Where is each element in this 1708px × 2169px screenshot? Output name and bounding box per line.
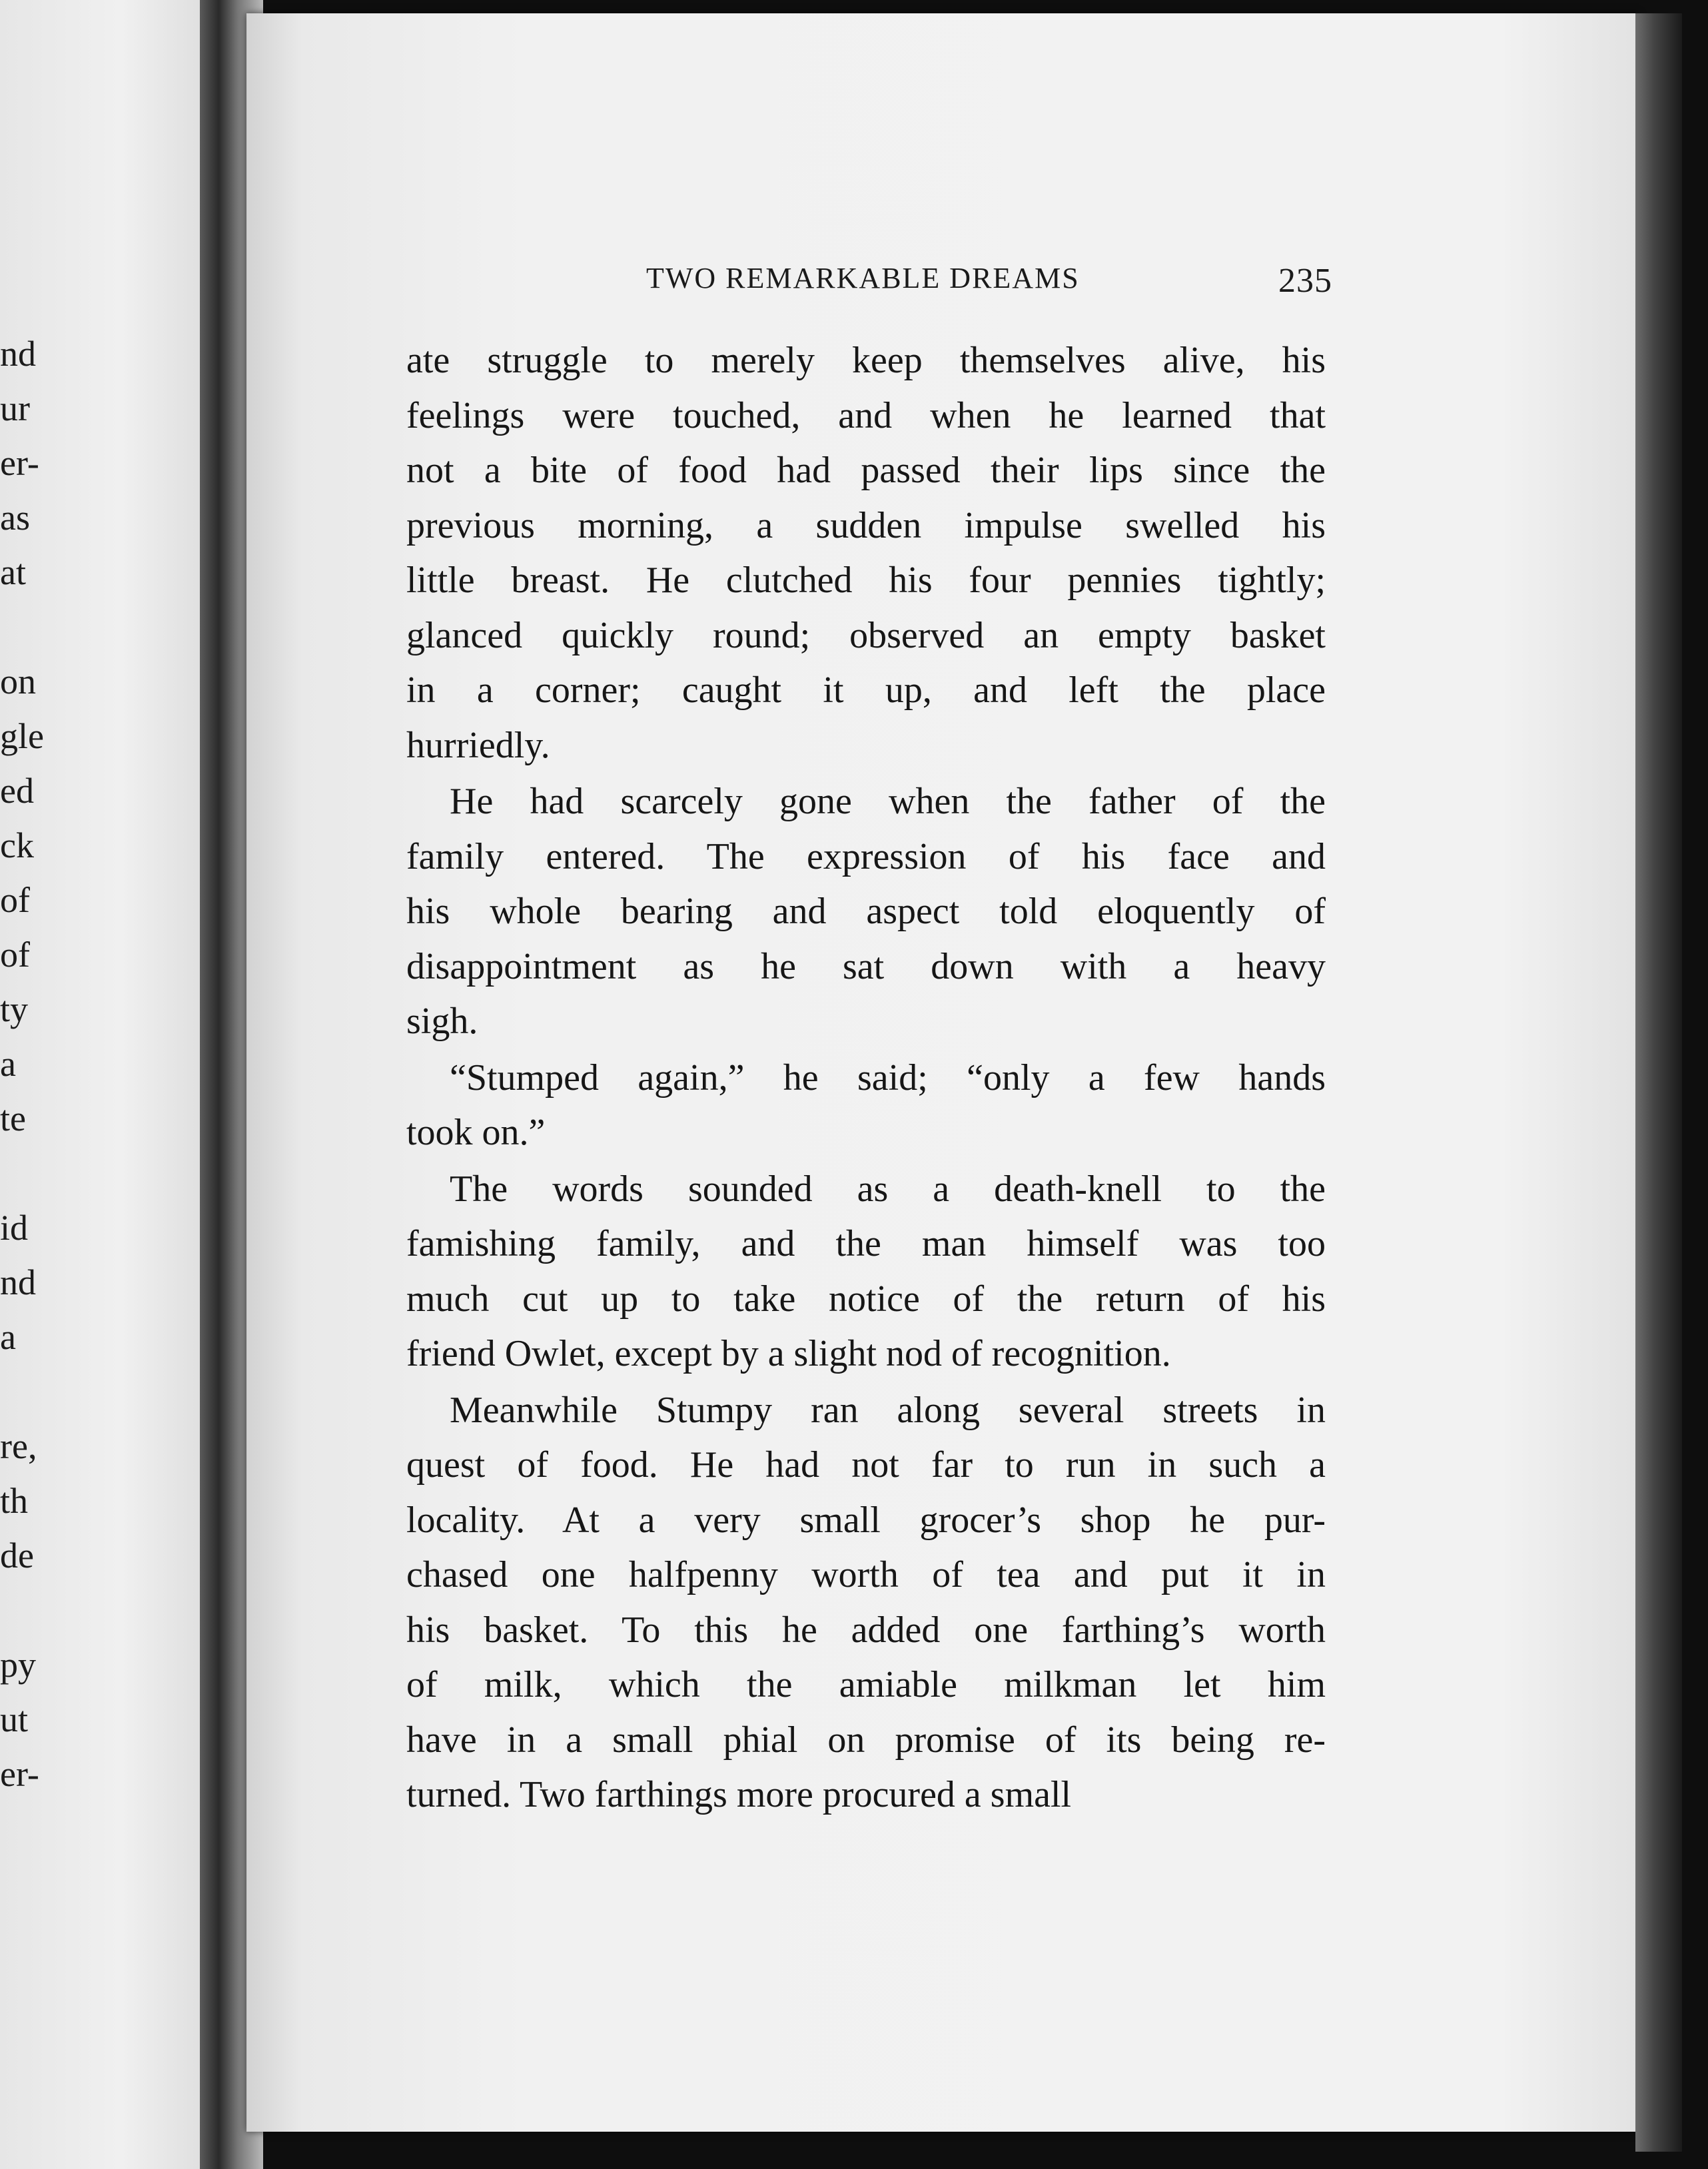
facing-page-fragment: id xyxy=(0,1208,29,1248)
text-line: hurriedly. xyxy=(406,724,550,766)
facing-page-fragment: a xyxy=(0,1044,16,1084)
facing-page-fragment: of xyxy=(0,880,30,920)
text-line: locality. At a very small grocer’s shop he pur- xyxy=(406,1499,1326,1541)
text-line: of milk, which the amiable milkman let him xyxy=(406,1664,1326,1705)
text-line: much cut up to take notice of the return of his xyxy=(406,1278,1326,1320)
facing-page-fragment: ty xyxy=(0,989,29,1029)
facing-page-fragment: er- xyxy=(0,1754,39,1794)
text-line: took on.” xyxy=(406,1112,546,1153)
text-line: his basket. To this he added one farthing’s worth xyxy=(406,1609,1326,1651)
text-line: ate struggle to merely keep themselves alive, his xyxy=(406,340,1326,381)
paragraph xyxy=(406,1162,1326,1382)
paragraph xyxy=(406,1051,1326,1160)
facing-page-fragment: of xyxy=(0,935,30,975)
running-title: TWO REMARKABLE DREAMS xyxy=(646,262,1080,294)
text-line: quest of food. He had not far to run in such a xyxy=(406,1444,1326,1486)
paragraph xyxy=(406,333,1326,773)
facing-page-fragment: ur xyxy=(0,388,30,428)
facing-page-fragment: gle xyxy=(0,716,44,756)
text-line: have in a small phial on promise of its being re- xyxy=(406,1719,1326,1761)
text-line: feelings were touched, and when he learned that xyxy=(406,394,1326,436)
text-line: The words sounded as a death-knell to the xyxy=(450,1168,1326,1210)
facing-page-fragment: de xyxy=(0,1535,34,1575)
text-line: sigh. xyxy=(406,1001,478,1042)
text-line: Meanwhile Stumpy ran along several streets in xyxy=(450,1389,1326,1431)
text-line: glanced quickly round; observed an empty basket xyxy=(406,614,1326,656)
text-line: turned. Two farthings more procured a small xyxy=(406,1774,1072,1815)
page-edge xyxy=(1635,13,1682,2152)
page-number: 235 xyxy=(1278,262,1332,300)
text-line: his whole bearing and aspect told eloquently of xyxy=(406,891,1326,932)
text-line: famishing family, and the man himself was too xyxy=(406,1223,1326,1264)
text-line: in a corner; caught it up, and left the place xyxy=(406,669,1326,711)
body-text xyxy=(406,333,1326,1824)
facing-page-fragment: a xyxy=(0,1317,16,1357)
facing-page-fragment: py xyxy=(0,1645,36,1685)
text-line: not a bite of food had passed their lips since the xyxy=(406,450,1326,491)
facing-page-fragment: ed xyxy=(0,771,34,811)
text-line: “Stumped again,” he said; “only a few hands xyxy=(450,1057,1326,1098)
text-line: He had scarcely gone when the father of the xyxy=(450,781,1326,822)
facing-page-fragment: as xyxy=(0,498,30,538)
text-line: little breast. He clutched his four pennies tightly; xyxy=(406,560,1326,601)
paragraph xyxy=(406,1383,1326,1823)
facing-page-fragment: at xyxy=(0,552,26,592)
running-head xyxy=(646,261,1332,301)
facing-page-fragment: ck xyxy=(0,825,34,865)
text-line: previous morning, a sudden impulse swelled his xyxy=(406,504,1326,546)
paragraph xyxy=(406,774,1326,1049)
text-line: disappointment as he sat down with a heavy xyxy=(406,945,1326,987)
text-line: friend Owlet, except by a slight nod of recognition. xyxy=(406,1333,1171,1374)
facing-page-fragment: re, xyxy=(0,1426,37,1466)
text-line: family entered. The expression of his face and xyxy=(406,835,1326,877)
facing-page-fragment: er- xyxy=(0,443,39,483)
facing-page-fragment: th xyxy=(0,1481,29,1521)
facing-page-fragment: ut xyxy=(0,1699,29,1739)
facing-page xyxy=(0,0,220,2169)
text-line: chased one halfpenny worth of tea and put it in xyxy=(406,1554,1326,1595)
facing-page-fragment: nd xyxy=(0,1262,36,1302)
facing-page-fragment: nd xyxy=(0,334,36,374)
facing-page-fragment: on xyxy=(0,661,36,701)
facing-page-fragment: te xyxy=(0,1098,26,1138)
